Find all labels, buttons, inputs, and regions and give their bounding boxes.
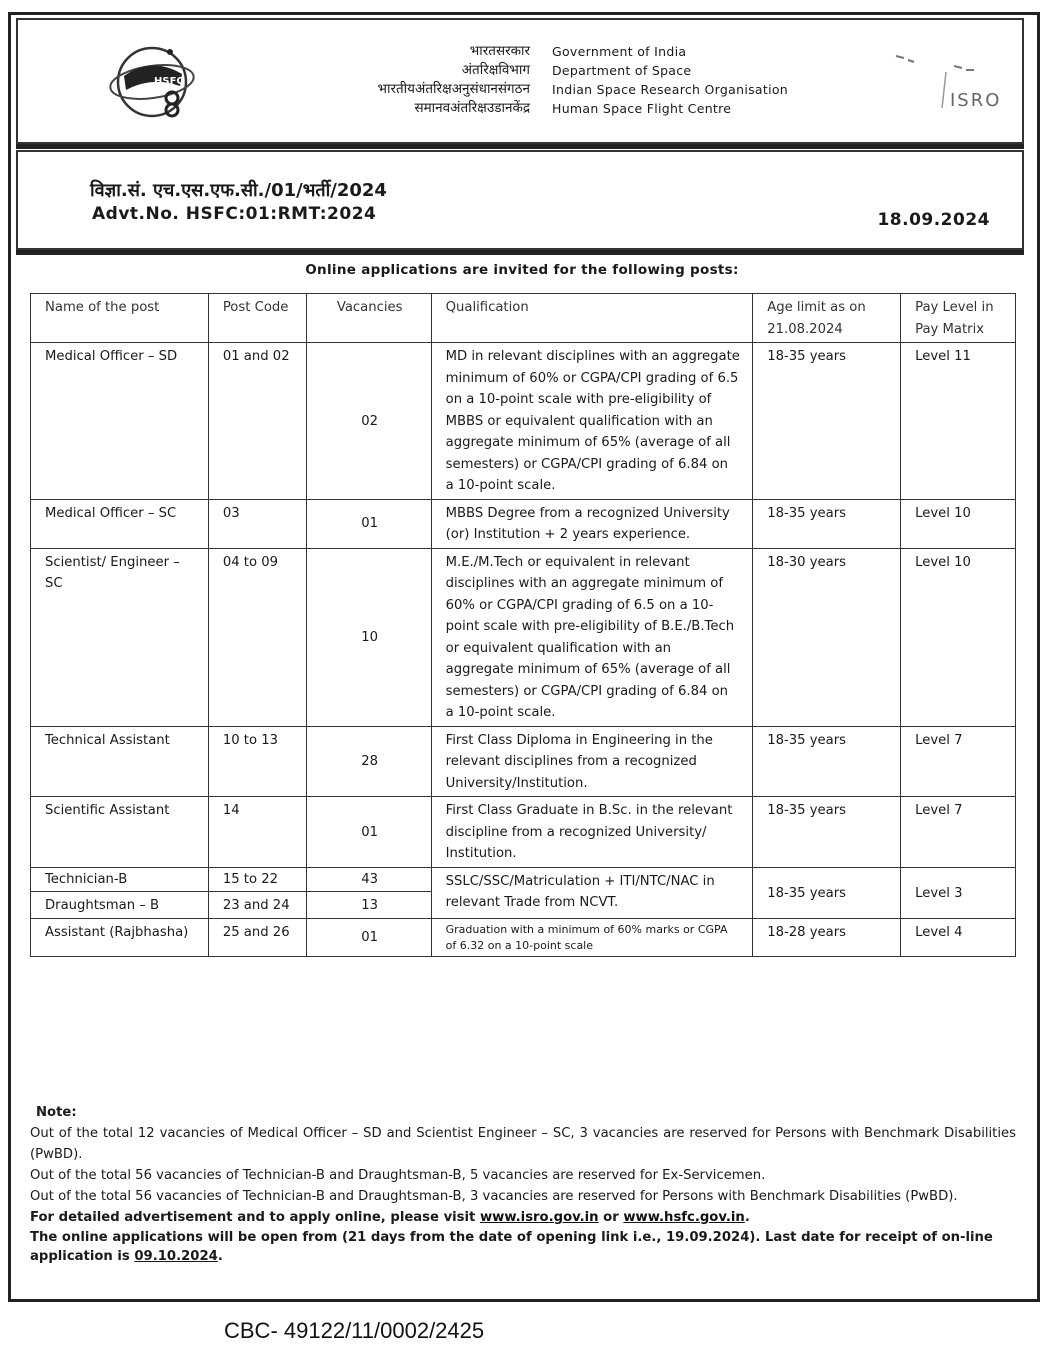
- vacancies: 10: [306, 548, 431, 726]
- column-header: Pay Level in Pay Matrix: [901, 294, 1016, 343]
- post-name: Technician-B: [31, 867, 209, 891]
- cbc-code: CBC- 49122/11/0002/2425: [224, 1318, 485, 1343]
- isro-logo: [858, 36, 1008, 114]
- age-limit: 18-28 years: [753, 919, 901, 957]
- qualification: MD in relevant disciplines with an aggregate minimum of 60% or CGPA/CPI grading of 6.5 on a 10-point scale with pre-eligibility of MBBS or equivalent qualification with an aggregate minimum of 65% (average of all semesters) or CGPA/CPI grading of 6.84 on a 10-point scale.: [431, 343, 753, 500]
- hsfc-website-link[interactable]: www.hsfc.gov.in: [623, 1210, 745, 1225]
- age-limit: 18-35 years: [753, 867, 901, 919]
- table-row: [31, 343, 1016, 500]
- column-header: Qualification: [431, 294, 753, 343]
- age-limit: 18-35 years: [753, 343, 901, 500]
- notes-section: [30, 1102, 1016, 1266]
- age-limit: 18-35 years: [753, 726, 901, 797]
- post-code: 10 to 13: [208, 726, 306, 797]
- english-line: Department of Space: [552, 63, 692, 78]
- qualification: First Class Graduate in B.Sc. in the relevant discipline from a recognized University/ Institution.: [431, 797, 753, 868]
- column-header: Vacancies: [306, 294, 431, 343]
- posts-table: [30, 293, 1016, 957]
- pay-level: Level 7: [901, 726, 1016, 797]
- hindi-line: भारतीयअंतरिक्षअनुसंधानसंगठन: [377, 81, 530, 97]
- table-row: [31, 548, 1016, 726]
- table-row: [31, 499, 1016, 548]
- qualification: SSLC/SSC/Matriculation + ITI/NTC/NAC in relevant Trade from NCVT.: [431, 867, 753, 919]
- post-code: 23 and 24: [208, 891, 306, 919]
- separator: [16, 250, 1024, 255]
- post-code: 15 to 22: [208, 867, 306, 891]
- application-dates: The online applications will be open from (21 days from the date of opening link i.e., 19.09.2024). Last date for receipt of on-line application is 09.10.2024.: [30, 1230, 993, 1264]
- post-name: Medical Officer – SC: [31, 499, 209, 548]
- post-code: 14: [208, 797, 306, 868]
- pay-level: Level 10: [901, 548, 1016, 726]
- separator: [16, 144, 1024, 149]
- last-date: 09.10.2024: [134, 1249, 218, 1264]
- hindi-line: समानवअंतरिक्षउडानकेंद्र: [414, 100, 530, 116]
- letterhead: [16, 18, 1024, 144]
- english-address: [552, 42, 788, 118]
- note-title: Note:: [36, 1105, 77, 1120]
- advt-date: 18.09.2024: [877, 210, 990, 230]
- hindi-address: [377, 42, 530, 118]
- hsfc-logo: [102, 36, 212, 142]
- post-name: Medical Officer – SD: [31, 343, 209, 500]
- english-line: Indian Space Research Organisation: [552, 82, 789, 97]
- pay-level: Level 7: [901, 797, 1016, 868]
- hindi-line: भारतसरकार: [469, 43, 530, 59]
- post-name: Draughtsman – B: [31, 891, 209, 919]
- qualification: First Class Diploma in Engineering in the relevant disciplines from a recognized University/Institution.: [431, 726, 753, 797]
- hindi-line: अंतरिक्षविभाग: [461, 62, 530, 78]
- pay-level: Level 11: [901, 343, 1016, 500]
- isro-text: ISRO: [950, 90, 1002, 111]
- vacancies: 28: [306, 726, 431, 797]
- table-row: [31, 797, 1016, 868]
- post-code: 01 and 02: [208, 343, 306, 500]
- logo-text: HSFC: [154, 76, 184, 87]
- pay-level: Level 3: [901, 867, 1016, 919]
- or-text: or: [603, 1210, 619, 1225]
- english-line: Human Space Flight Centre: [552, 101, 732, 116]
- qualification: M.E./M.Tech or equivalent in relevant disciplines with an aggregate minimum of 60% or CGPA/CPI grading of 6.5 on a 10-point scale with pre-eligibility of B.E./B.Tech or equivalent qualification with an aggregate minimum of 65% (average of all semesters) or CGPA/CPI grading of 6.84 on a 10-point scale.: [431, 548, 753, 726]
- open-date-text: The online applications will be open from (21 days from the date of opening link i.e., 19.09.2024). Last date for receipt of on-line application is: [30, 1230, 993, 1264]
- column-header: Name of the post: [31, 294, 209, 343]
- post-code: 03: [208, 499, 306, 548]
- post-name: Scientific Assistant: [31, 797, 209, 868]
- note-line: Out of the total 56 vacancies of Technician-B and Draughtsman-B, 3 vacancies are reserved for Persons with Benchmark Disabilities (PwBD).: [30, 1189, 958, 1204]
- post-name: Assistant (Rajbhasha): [31, 919, 209, 957]
- vacancies: 02: [306, 343, 431, 500]
- table-row: [31, 867, 1016, 891]
- english-line: Government of India: [552, 44, 687, 59]
- table-header-row: [31, 294, 1016, 343]
- apply-info: For detailed advertisement and to apply online, please visit www.isro.gov.in or www.hsfc.gov.in.: [30, 1210, 750, 1225]
- isro-website-link[interactable]: www.isro.gov.in: [479, 1210, 599, 1225]
- age-limit: 18-30 years: [753, 548, 901, 726]
- pay-level: Level 10: [901, 499, 1016, 548]
- age-limit: 18-35 years: [753, 499, 901, 548]
- qualification: MBBS Degree from a recognized University (or) Institution + 2 years experience.: [431, 499, 753, 548]
- post-code: 04 to 09: [208, 548, 306, 726]
- intro-text: Online applications are invited for the following posts:: [305, 262, 739, 278]
- column-header: Post Code: [208, 294, 306, 343]
- vacancies: 43: [306, 867, 431, 891]
- note-line: Out of the total 12 vacancies of Medical Officer – SD and Scientist Engineer – SC, 3 vacancies are reserved for Persons with Benchmark Disabilities (PwBD).: [30, 1126, 1016, 1162]
- pay-level: Level 4: [901, 919, 1016, 957]
- vacancies: 01: [306, 797, 431, 868]
- advt-number-hindi: विज्ञा.सं. एच.एस.एफ.सी./01/भर्ती/2024: [90, 180, 387, 201]
- qualification: Graduation with a minimum of 60% marks or CGPA of 6.32 on a 10-point scale: [431, 919, 753, 957]
- advt-number: Advt.No. HSFC:01:RMT:2024: [92, 204, 377, 224]
- vacancies: 13: [306, 891, 431, 919]
- post-name: Technical Assistant: [31, 726, 209, 797]
- vacancies: 01: [306, 919, 431, 957]
- post-code: 25 and 26: [208, 919, 306, 957]
- table-row: [31, 726, 1016, 797]
- vacancies: 01: [306, 499, 431, 548]
- table-row: [31, 919, 1016, 957]
- advertisement-box: [16, 150, 1024, 250]
- note-line: Out of the total 56 vacancies of Technician-B and Draughtsman-B, 5 vacancies are reserved for Ex-Servicemen.: [30, 1168, 766, 1183]
- post-name: Scientist/ Engineer – SC: [31, 548, 209, 726]
- apply-text: For detailed advertisement and to apply online, please visit: [30, 1210, 476, 1225]
- age-limit: 18-35 years: [753, 797, 901, 868]
- column-header: Age limit as on 21.08.2024: [753, 294, 901, 343]
